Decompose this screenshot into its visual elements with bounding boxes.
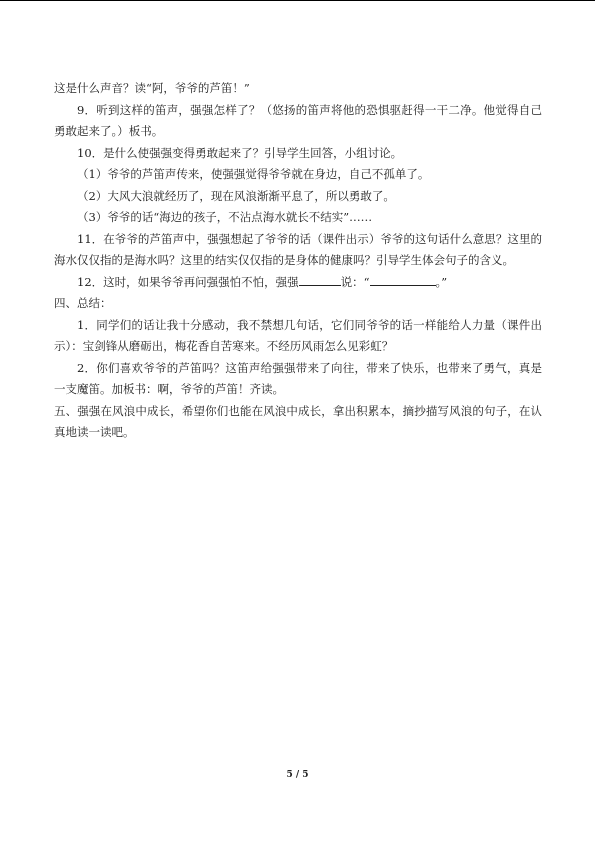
item-12-close: 。” (435, 274, 448, 289)
section-summary-heading: 四、总结： (54, 296, 112, 310)
document-body (54, 78, 542, 444)
summary-point-1: 1．同学们的话让我十分感动，我不禁想几句话，它们同爷爷的话一样能给人力量（课件出示）：宝剑锋从磨砺出，梅花香自苦寒来。不经历风雨怎么见彩虹？ (54, 317, 542, 353)
paragraph-point-2: （2）大风大浪就经历了，现在风浪渐渐平息了，所以勇敢了。 (77, 188, 395, 203)
paragraph-item-9: 9．听到这样的笛声，强强怎样了？（悠扬的笛声将他的恐惧驱赶得一干二净。他觉得自己勇敢起来了。）板书。 (54, 102, 542, 138)
paragraph-point-3: （3）爷爷的话“海边的孩子，不沾点海水就长不结实”…… (77, 210, 373, 224)
summary-point-2: 2．你们喜欢爷爷的芦笛吗？这笛声给强强带来了向往，带来了快乐，也带来了勇气，真是一支魔笛。加板书：啊，爷爷的芦笛！齐读。 (54, 360, 542, 396)
paragraph-point-1: （1）爷爷的芦笛声传来，使强强觉得爷爷就在身边，自己不孤单了。 (77, 167, 430, 181)
section-five: 五、强强在风浪中成长，希望你们也能在风浪中成长，拿出积累本，摘抄描写风浪的句子，在认真地读一读吧。 (54, 403, 542, 439)
page-number: 5 / 5 (286, 770, 309, 780)
paragraph-reading-line: 这是什么声音？读“阿，爷爷的芦笛！” (54, 81, 250, 95)
fill-blank-long (370, 273, 436, 286)
item-12-said: 说：“ (340, 274, 370, 289)
page-top-border (0, 0, 595, 1)
paragraph-item-10: 10．是什么使强强变得勇敢起来了？引导学生回答，小组讨论。 (77, 145, 403, 160)
paragraph-item-11: 11．在爷爷的芦笛声中，强强想起了爷爷的话（课件出示）爷爷的这句话什么意思？这里的海水仅仅指的是海水吗？这里的结实仅仅指的是身体的健康吗？引导学生体会句子的含义。 (54, 231, 542, 267)
item-12-text: 12．这时，如果爷爷再问强强怕不怕，强强 (77, 274, 299, 289)
paragraph-item-12 (54, 272, 542, 294)
fill-blank-short (299, 273, 341, 286)
